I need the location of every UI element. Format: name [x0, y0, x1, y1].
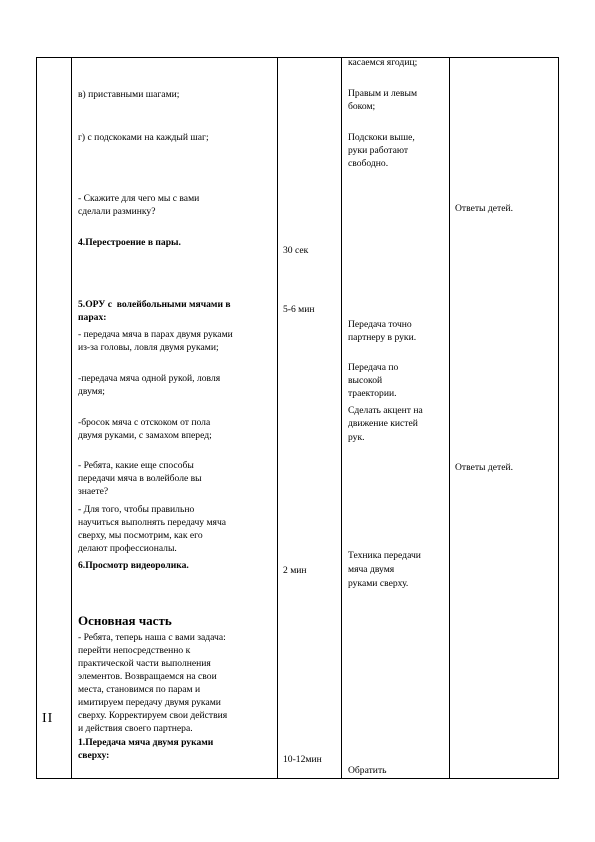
column-divider	[71, 58, 72, 778]
section-number: II	[42, 711, 54, 726]
method-note: партнеру в руки.	[348, 332, 417, 343]
method-note: мяча двумя	[348, 564, 395, 575]
video-heading: 6.Просмотр видеоролика.	[78, 560, 189, 571]
method-note: движение кистей	[348, 418, 418, 429]
column-divider	[449, 58, 450, 778]
children-answers: Ответы детей.	[455, 462, 514, 473]
exercise-text: -бросок мяча с отскоком от пола	[78, 417, 211, 428]
main-part-text: элементов. Возвращаемся на свои	[78, 671, 217, 682]
exercise-text: двумя;	[78, 386, 105, 397]
method-note: руки работают	[348, 145, 409, 156]
time-value: 10-12мин	[283, 754, 322, 765]
exercise-text: двумя руками, с замахом вперед;	[78, 430, 212, 441]
question-text: - Ребята, какие еще способы	[78, 460, 194, 471]
exercise-text: из-за головы, ловля двумя руками;	[78, 342, 219, 353]
children-answers: Ответы детей.	[455, 203, 514, 214]
step-side: в) приставными шагами;	[78, 89, 180, 100]
method-note: руками сверху.	[348, 578, 409, 589]
question-text: знаете?	[78, 486, 109, 497]
column-divider	[341, 58, 342, 778]
warmup-question: сделали разминку?	[78, 206, 156, 217]
oru-heading: парах:	[78, 312, 107, 323]
method-note: Правым и левым	[348, 88, 418, 99]
main-part-text: места, становимся по парам и	[78, 684, 201, 695]
main-part-text: имитируем передачу двумя руками	[78, 697, 221, 708]
step-skip: г) с подскоками на каждый шаг;	[78, 132, 209, 143]
question-text: - Для того, чтобы правильно	[78, 504, 195, 515]
method-note: боком;	[348, 101, 376, 112]
question-text: сверху, мы посмотрим, как его	[78, 530, 203, 541]
time-value: 2 мин	[283, 565, 307, 576]
method-note: касаемся ягодиц;	[348, 57, 418, 68]
time-value: 30 сек	[283, 245, 309, 256]
exercise-text: - передача мяча в парах двумя руками	[78, 329, 233, 340]
main-part-text: практической части выполнения	[78, 658, 211, 669]
question-text: научиться выполнять передачу мяча	[78, 517, 227, 528]
question-text: передачи мяча в волейболе вы	[78, 473, 202, 484]
pass-top-heading: 1.Передача мяча двумя руками	[78, 737, 214, 748]
main-part-text: перейти непосредственно к	[78, 645, 191, 656]
method-note: высокой	[348, 375, 383, 386]
method-note: траектории.	[348, 388, 397, 399]
method-note: Передача по	[348, 362, 399, 373]
exercise-text: -передача мяча одной рукой, ловля	[78, 373, 221, 384]
method-note: Подскоки выше,	[348, 132, 415, 143]
main-part-text: и действия своего партнера.	[78, 723, 193, 734]
method-note: Передача точно	[348, 319, 412, 330]
time-value: 5-6 мин	[283, 304, 315, 315]
method-note: рук.	[348, 432, 365, 443]
method-note: Обратить	[348, 765, 387, 776]
method-note: свободно.	[348, 158, 389, 169]
method-note: Техника передачи	[348, 550, 421, 561]
warmup-question: - Скажите для чего мы с вами	[78, 193, 200, 204]
pass-top-heading: сверху:	[78, 750, 110, 761]
main-part-text: - Ребята, теперь наша с вами задача:	[78, 632, 226, 643]
oru-heading: 5.ОРУ с волейбольными мячами в	[78, 299, 231, 310]
column-divider	[277, 58, 278, 778]
main-part-text: сверху. Корректируем свои действия	[78, 710, 228, 721]
method-note: Сделать акцент на	[348, 405, 423, 416]
question-text: делают профессионалы.	[78, 543, 177, 554]
main-part-heading: Основная часть	[78, 613, 172, 628]
rebuild-heading: 4.Перестроение в пары.	[78, 237, 181, 248]
